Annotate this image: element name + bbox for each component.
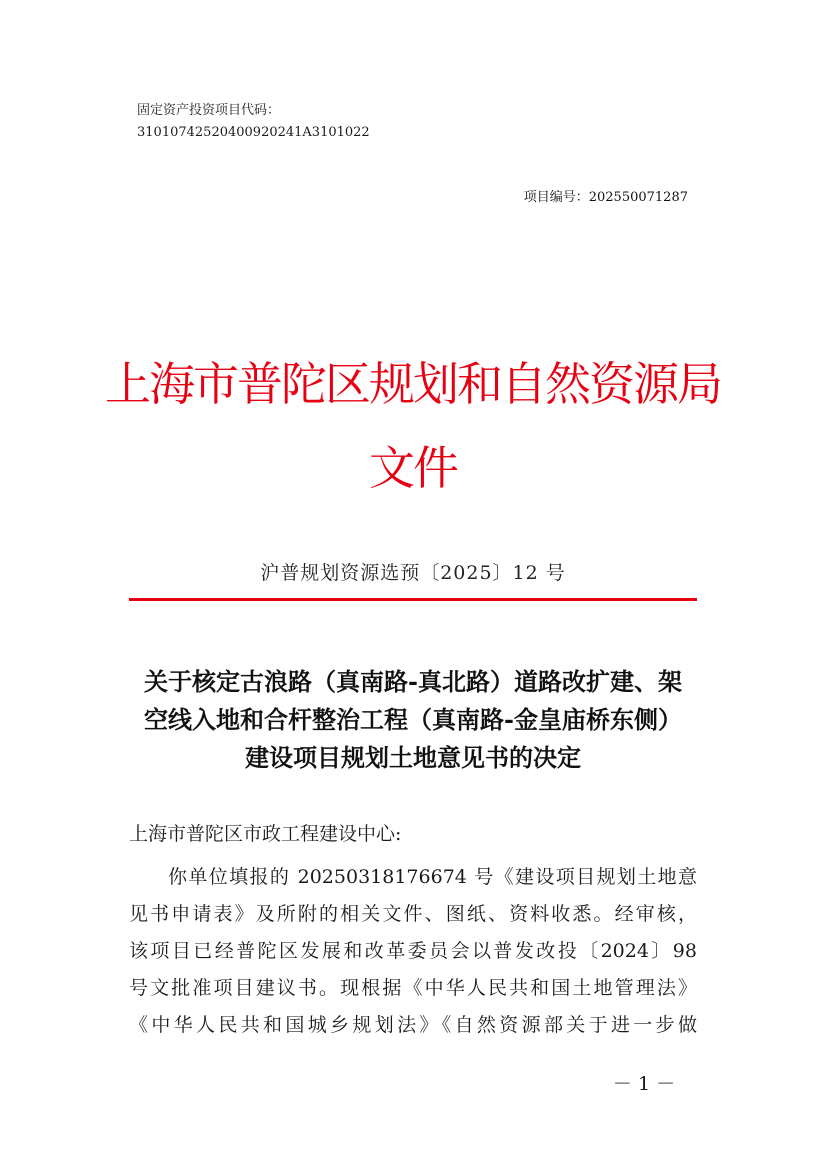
- document-type-title: 文件: [369, 441, 457, 495]
- body-text-line: 该项目已经普陀区发展和改革委员会以普发改投〔2024〕98: [129, 940, 697, 962]
- addressee: 上海市普陀区市政工程建设中心:: [129, 823, 402, 845]
- red-separator-rule: [129, 598, 697, 601]
- body-text-line: 你单位填报的 20250318176674 号《建设项目规划土地意: [168, 866, 697, 888]
- issuer-title: 上海市普陀区规划和自然资源局: [105, 357, 721, 411]
- document-number: 沪普规划资源选预〔2025〕12 号: [260, 562, 566, 584]
- body-text-line: 《中华人民共和国城乡规划法》《自然资源部关于进一步做: [129, 1014, 697, 1036]
- document-heading-line-1: 关于核定古浪路（真南路-真北路）道路改扩建、架: [144, 667, 682, 696]
- project-number: 项目编号：202550071287: [523, 190, 688, 205]
- document-heading-line-3: 建设项目规划土地意见书的决定: [245, 743, 581, 772]
- page-number: － 1 －: [612, 1073, 676, 1095]
- investment-code-value: 31010742520400920241A3101022: [137, 125, 370, 140]
- document-heading-line-2: 空线入地和合杆整治工程（真南路-金皇庙桥东侧）: [144, 705, 682, 734]
- body-text-line: 号文批准项目建议书。现根据《中华人民共和国土地管理法》: [129, 977, 697, 999]
- investment-code-label: 固定资产投资项目代码：: [137, 103, 281, 118]
- body-text-line: 见书申请表》及所附的相关文件、图纸、资料收悉。经审核，: [129, 903, 697, 925]
